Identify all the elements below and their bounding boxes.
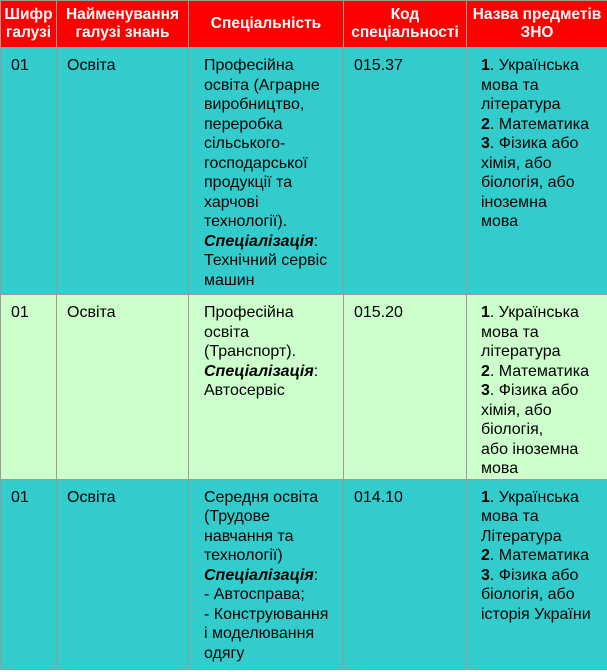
subject-line (481, 488, 605, 508)
subject-number: 1 (481, 57, 490, 74)
specialty-cell (189, 479, 344, 669)
field-code: 01 (11, 304, 29, 321)
field-name: Освіта (67, 57, 116, 74)
subject-line (481, 362, 605, 382)
specialization-line: - Конструювання (204, 605, 329, 623)
specialty-line: освіта (Аграрне (204, 76, 320, 94)
specialization-colon: : (313, 232, 319, 250)
specialty-line: продукції та (204, 174, 293, 191)
subject-line (481, 420, 605, 440)
subject-line (481, 507, 605, 527)
subject-number: 3 (481, 566, 490, 584)
specialty-line: сільського- (204, 135, 286, 152)
specialty-line: (Транспорт). (204, 343, 297, 360)
specialty-cell (189, 295, 344, 480)
subject-line (481, 134, 605, 154)
specialization-label: Спеціалізація (204, 566, 314, 584)
subject-line (481, 212, 605, 232)
specialty-line: навчання та (204, 527, 294, 545)
subject-text: . Математика (489, 362, 589, 380)
subject-line (481, 566, 605, 586)
header-text: Найменування (65, 6, 180, 23)
subject-text: історія України (481, 605, 591, 623)
subject-line (481, 440, 605, 460)
subject-number: 2 (481, 362, 490, 380)
subject-number: 2 (481, 115, 490, 133)
specialty-code-cell (344, 48, 467, 295)
subject-text: хімія, або (481, 401, 552, 419)
subject-line (481, 95, 605, 115)
specialization-heading (204, 232, 341, 252)
subject-line (481, 76, 605, 96)
subject-text: мова (481, 213, 519, 230)
header-text: галузі знань (75, 24, 170, 41)
subject-text: іноземна (481, 193, 547, 211)
field-name-cell (57, 48, 189, 295)
specialization-line: машин (204, 271, 255, 289)
subject-line (481, 342, 605, 362)
specialization-line: Технічний сервіс (204, 252, 328, 269)
subject-text: . Математика (489, 547, 589, 564)
specialty-line: виробництво, (204, 96, 305, 113)
specialization-label: Спеціалізація (204, 232, 314, 250)
header-specialty-code (344, 1, 467, 48)
subject-text: мова та (481, 76, 539, 94)
subject-line (481, 173, 605, 193)
subject-number: 3 (481, 382, 490, 399)
header-specialty (189, 1, 344, 48)
field-name: Освіта (67, 488, 116, 506)
subjects-cell (467, 48, 607, 295)
subject-number: 1 (481, 488, 490, 506)
specialty-code: 015.37 (354, 57, 403, 74)
subject-line (481, 546, 605, 566)
header-text: Спеціальність (210, 15, 322, 32)
field-code-cell (1, 295, 57, 480)
specialization-heading (204, 362, 341, 382)
subject-text: мова та (481, 323, 539, 341)
subject-text: біологія, (481, 421, 544, 438)
specialization-line: і моделювання (204, 625, 315, 642)
specialization-line: Автосервіс (204, 382, 285, 399)
subject-text: . Українська (489, 57, 579, 74)
header-text: галузі (5, 24, 52, 41)
subject-text: . Фізика або (489, 135, 579, 152)
subject-text: біологія, або (481, 174, 575, 191)
subject-line (481, 193, 605, 213)
specialty-line: Професійна (204, 304, 294, 321)
specialization-colon: : (313, 566, 319, 584)
subject-number: 3 (481, 135, 490, 152)
subject-text: Література (481, 527, 562, 545)
field-name-cell (57, 295, 189, 480)
header-text: Назва предметів (472, 6, 602, 23)
specialty-line: технології). (204, 213, 288, 230)
subject-text: література (481, 343, 561, 360)
subject-text: мова та (481, 508, 539, 525)
specialty-line: переробка (204, 115, 283, 133)
subject-line (481, 303, 605, 323)
subject-text: біологія, або (481, 586, 575, 603)
field-code-cell (1, 48, 57, 295)
specialty-line: харчові (204, 193, 259, 211)
subjects-cell (467, 479, 607, 669)
subject-text: . Фізика або (489, 566, 579, 584)
header-subjects (467, 1, 607, 48)
header-row (1, 1, 607, 48)
header-field-name (57, 1, 189, 48)
subject-line (481, 154, 605, 174)
subject-number: 2 (481, 547, 490, 564)
subject-line (481, 605, 605, 625)
specialization-line: одягу (204, 644, 245, 662)
subject-line (481, 401, 605, 421)
specialty-line: (Трудове (204, 508, 270, 525)
subject-text: . Математика (489, 115, 589, 133)
table-row (1, 479, 607, 669)
subject-text: література (481, 96, 561, 113)
header-text: спеціальності (351, 24, 459, 41)
subject-text: хімія, або (481, 154, 552, 172)
field-code: 01 (11, 57, 29, 74)
subject-text: . Фізика або (489, 382, 579, 399)
field-code: 01 (11, 488, 29, 506)
specialization-label: Спеціалізація (204, 362, 314, 380)
subject-number: 1 (481, 304, 490, 321)
header-text: ЗНО (520, 24, 554, 41)
subject-line (481, 323, 605, 343)
specialty-line: технології) (204, 547, 283, 564)
header-field-code (1, 1, 57, 48)
subject-text: . Українська (489, 488, 579, 506)
table-row (1, 48, 607, 295)
header-text: Шифр (4, 6, 53, 23)
subject-line (481, 459, 605, 479)
specialty-code: 014.10 (354, 488, 403, 506)
subjects-cell (467, 295, 607, 480)
subject-text: або іноземна (481, 440, 579, 458)
specialization-heading (204, 566, 341, 586)
subject-line (481, 381, 605, 401)
header-text: Код (390, 6, 420, 23)
subject-line (481, 527, 605, 547)
specialization-line: - Автосправа; (204, 586, 305, 603)
specialty-line: господарської (204, 154, 308, 172)
subject-text: . Українська (489, 304, 579, 321)
field-name-cell (57, 479, 189, 669)
specialty-line: освіта (204, 323, 249, 341)
specialty-cell (189, 48, 344, 295)
specialty-code-cell (344, 295, 467, 480)
field-name: Освіта (67, 304, 116, 321)
specialty-line: Середня освіта (204, 488, 319, 506)
specialty-code: 015.20 (354, 304, 403, 321)
subject-line (481, 585, 605, 605)
table-row (1, 295, 607, 480)
specialization-colon: : (313, 362, 319, 380)
specialty-line: Професійна (204, 57, 294, 74)
field-code-cell (1, 479, 57, 669)
subject-text: мова (481, 460, 519, 477)
specialty-code-cell (344, 479, 467, 669)
subject-line (481, 115, 605, 135)
subject-line (481, 56, 605, 76)
